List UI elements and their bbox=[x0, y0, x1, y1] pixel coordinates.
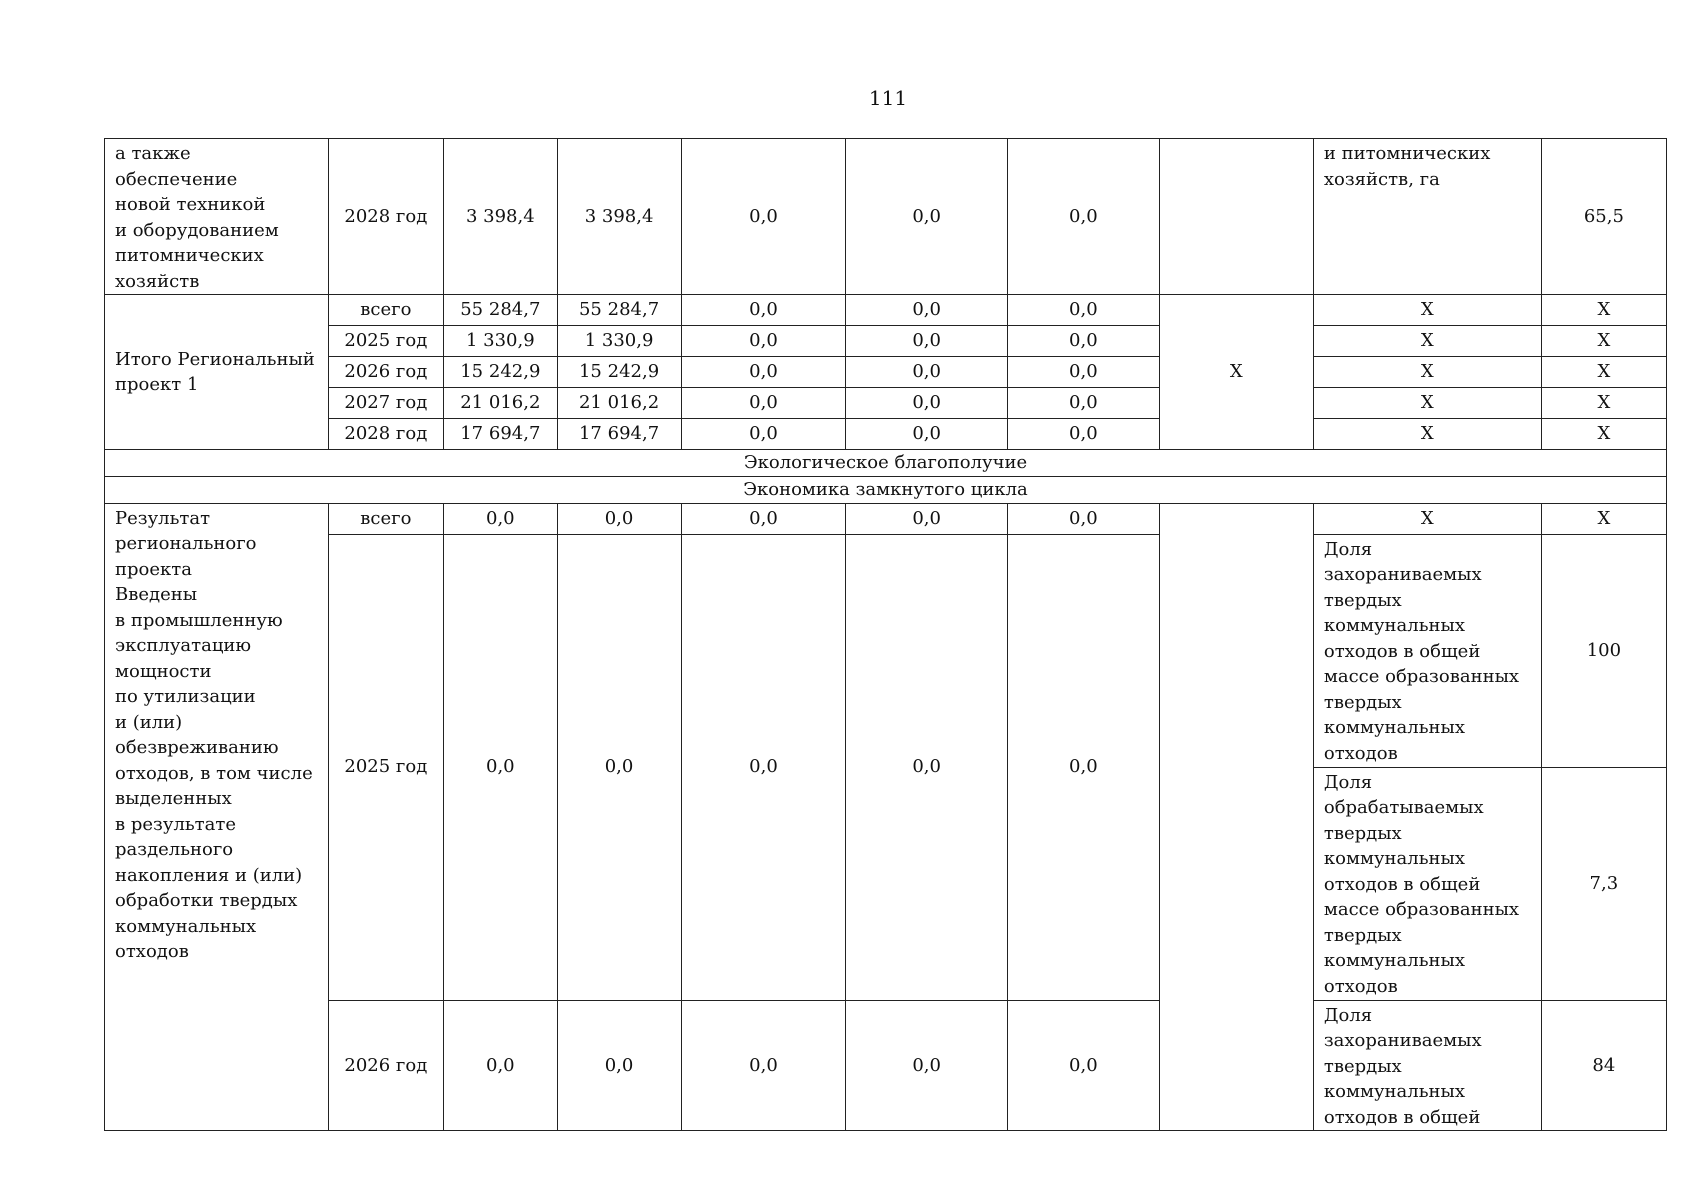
value-cell: 0,0 bbox=[846, 357, 1008, 388]
indicator-value: 7,3 bbox=[1541, 767, 1666, 1000]
value-cell: 0,0 bbox=[1007, 326, 1159, 357]
indicator-x: X bbox=[1313, 295, 1541, 326]
value-cell: 0,0 bbox=[1007, 139, 1159, 295]
table-row bbox=[105, 534, 1667, 767]
value-x: X bbox=[1541, 419, 1666, 450]
value-cell: 0,0 bbox=[681, 503, 846, 534]
financing-table bbox=[104, 138, 1667, 1131]
value-cell: 1 330,9 bbox=[444, 326, 557, 357]
indicator-x: X bbox=[1313, 388, 1541, 419]
section-heading-circular-economy: Экономика замкнутого цикла bbox=[105, 476, 1667, 503]
value-cell: 0,0 bbox=[681, 534, 846, 1000]
result-description: Результат регионального проекта Введены в промышленную эксплуатацию мощности по утилизации и (или) обезвреживанию отходов, в том числе выделенных в результате раздельного накопления и (или) обработки твердых коммунальных отходов bbox=[105, 503, 329, 1131]
value-cell: 55 284,7 bbox=[557, 295, 681, 326]
value-cell: 0,0 bbox=[1007, 1000, 1159, 1131]
value-x: X bbox=[1541, 326, 1666, 357]
indicator-value: 84 bbox=[1541, 1000, 1666, 1131]
table-row bbox=[105, 419, 1667, 450]
value-cell: 0,0 bbox=[681, 326, 846, 357]
value-cell: 0,0 bbox=[681, 419, 846, 450]
indicator-value: 65,5 bbox=[1541, 139, 1666, 295]
table-row bbox=[105, 357, 1667, 388]
value-x: X bbox=[1541, 503, 1666, 534]
value-cell: 0,0 bbox=[846, 295, 1008, 326]
value-cell: 0,0 bbox=[846, 326, 1008, 357]
table-row bbox=[105, 326, 1667, 357]
value-cell: 0,0 bbox=[444, 1000, 557, 1131]
indicator-x: X bbox=[1313, 503, 1541, 534]
value-cell: 0,0 bbox=[1007, 503, 1159, 534]
value-cell: 0,0 bbox=[444, 534, 557, 1000]
value-cell: 0,0 bbox=[1007, 419, 1159, 450]
value-cell: 0,0 bbox=[846, 388, 1008, 419]
value-cell: 0,0 bbox=[1007, 357, 1159, 388]
indicator-x: X bbox=[1313, 326, 1541, 357]
year-cell: всего bbox=[328, 295, 444, 326]
value-cell: 0,0 bbox=[557, 503, 681, 534]
value-cell: 0,0 bbox=[1007, 388, 1159, 419]
indicator-name: Доля захораниваемых твердых коммунальных отходов в общей bbox=[1313, 1000, 1541, 1131]
measure-description: а также обеспечение новой техникой и оборудованием питомнических хозяйств bbox=[105, 139, 329, 295]
indicator-value: 100 bbox=[1541, 534, 1666, 767]
value-x: X bbox=[1541, 388, 1666, 419]
indicator-name: Доля захораниваемых твердых коммунальных отходов в общей массе образованных твердых коммунальных отходов bbox=[1313, 534, 1541, 767]
page-number: 111 bbox=[868, 86, 908, 110]
value-cell: 0,0 bbox=[681, 357, 846, 388]
value-cell: 17 694,7 bbox=[444, 419, 557, 450]
indicator-x: X bbox=[1313, 419, 1541, 450]
section-heading-ecology: Экологическое благополучие bbox=[105, 450, 1667, 477]
value-cell: 0,0 bbox=[846, 139, 1008, 295]
value-cell: 1 330,9 bbox=[557, 326, 681, 357]
value-cell: 17 694,7 bbox=[557, 419, 681, 450]
value-cell: 3 398,4 bbox=[444, 139, 557, 295]
value-cell: 0,0 bbox=[681, 295, 846, 326]
value-cell: 0,0 bbox=[846, 1000, 1008, 1131]
section-row bbox=[105, 450, 1667, 477]
value-cell: 0,0 bbox=[681, 388, 846, 419]
year-cell: 2025 год bbox=[328, 326, 444, 357]
value-x: X bbox=[1541, 295, 1666, 326]
total-label: Итого Региональный проект 1 bbox=[105, 295, 329, 450]
value-cell: 0,0 bbox=[557, 534, 681, 1000]
empty-cell bbox=[1159, 139, 1313, 295]
table-row bbox=[105, 1000, 1667, 1131]
value-cell: 0,0 bbox=[444, 503, 557, 534]
value-cell: 21 016,2 bbox=[444, 388, 557, 419]
value-cell: 0,0 bbox=[681, 139, 846, 295]
table-row bbox=[105, 139, 1667, 295]
year-cell: всего bbox=[328, 503, 444, 534]
merged-x-cell: X bbox=[1159, 295, 1313, 450]
value-cell: 0,0 bbox=[846, 503, 1008, 534]
value-cell: 0,0 bbox=[1007, 534, 1159, 1000]
value-cell: 0,0 bbox=[846, 419, 1008, 450]
table-row bbox=[105, 295, 1667, 326]
table-row bbox=[105, 388, 1667, 419]
value-cell: 21 016,2 bbox=[557, 388, 681, 419]
empty-cell bbox=[1159, 503, 1313, 1131]
indicator-name: и питомнических хозяйств, га bbox=[1313, 139, 1541, 295]
year-cell: 2028 год bbox=[328, 139, 444, 295]
value-cell: 3 398,4 bbox=[557, 139, 681, 295]
year-cell: 2026 год bbox=[328, 1000, 444, 1131]
value-cell: 0,0 bbox=[846, 534, 1008, 1000]
year-cell: 2027 год bbox=[328, 388, 444, 419]
year-cell: 2028 год bbox=[328, 419, 444, 450]
value-cell: 0,0 bbox=[681, 1000, 846, 1131]
year-cell: 2026 год bbox=[328, 357, 444, 388]
value-cell: 0,0 bbox=[1007, 295, 1159, 326]
value-cell: 0,0 bbox=[557, 1000, 681, 1131]
indicator-x: X bbox=[1313, 357, 1541, 388]
year-cell: 2025 год bbox=[328, 534, 444, 1000]
value-cell: 55 284,7 bbox=[444, 295, 557, 326]
table-row bbox=[105, 503, 1667, 534]
value-x: X bbox=[1541, 357, 1666, 388]
section-row bbox=[105, 476, 1667, 503]
value-cell: 15 242,9 bbox=[557, 357, 681, 388]
indicator-name: Доля обрабатываемых твердых коммунальных отходов в общей массе образованных твердых коммунальных отходов bbox=[1313, 767, 1541, 1000]
value-cell: 15 242,9 bbox=[444, 357, 557, 388]
